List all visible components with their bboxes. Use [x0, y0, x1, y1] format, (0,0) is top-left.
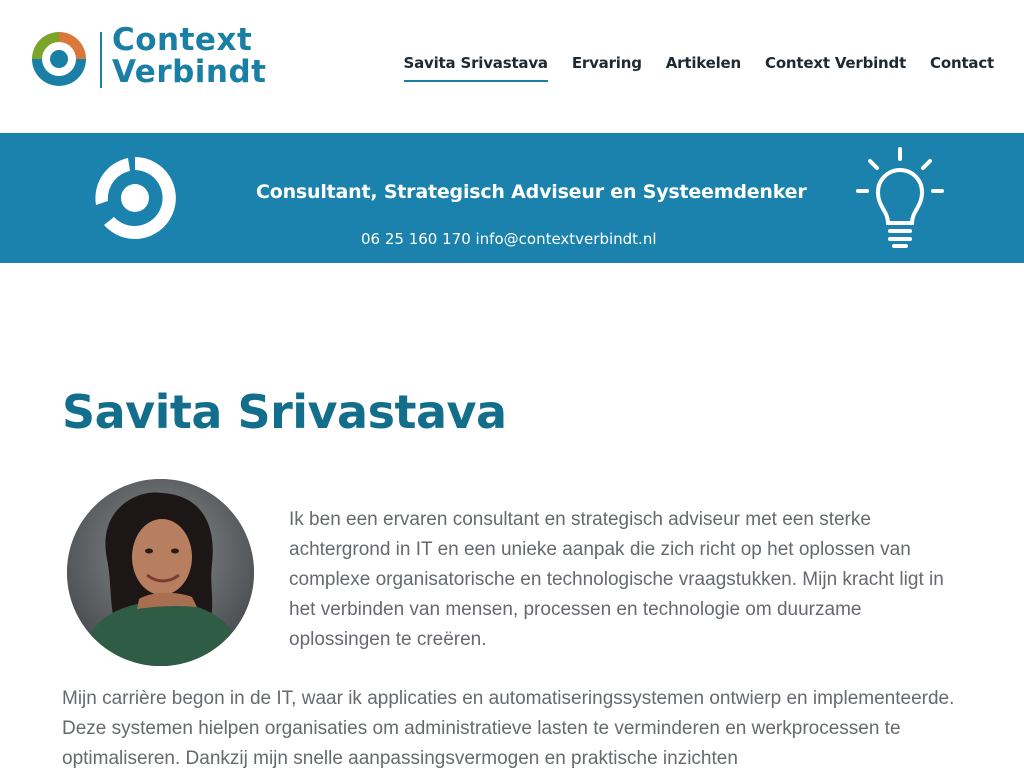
- intro-paragraph: Ik ben een ervaren consultant en strategisch adviseur met een sterke achtergrond in IT en een unieke aanpak die zich richt op het oplossen van complexe organisatorische en technologische vraagstukken. Mijn kracht ligt in het verbinden van mensen, processen en technologie om duurzame oplossingen te creëren.: [289, 509, 944, 650]
- circle-logo-icon: [28, 28, 90, 90]
- nav-item-context-verbindt[interactable]: Context Verbindt: [765, 54, 907, 72]
- banner-title: Consultant, Strategisch Adviseur en Systeemdenker: [256, 181, 807, 203]
- page-title: Savita Srivastava: [62, 385, 507, 439]
- body-paragraph: Mijn carrière begon in de IT, waar ik applicaties en automatiseringssystemen ontwierp en implementeerde. Deze systemen hielpen organisaties om administratieve lasten te verminderen en werkprocessen te optimaliseren. Dankzij mijn snelle aanpassingsvermogen en praktische inzichten: [62, 688, 955, 768]
- nav-item-artikelen[interactable]: Artikelen: [665, 54, 742, 72]
- logo-line-2: Verbindt: [112, 54, 267, 90]
- nav-item-contact[interactable]: Contact: [930, 54, 994, 72]
- main-nav: [404, 54, 994, 82]
- nav-item-savita-srivastava[interactable]: Savita Srivastava: [404, 54, 548, 82]
- avatar: [67, 479, 254, 666]
- logo-line-1: Context: [112, 22, 253, 58]
- logo-wordmark: [112, 24, 267, 88]
- lightbulb-icon: [852, 145, 948, 253]
- logo-divider: [100, 32, 102, 88]
- nav-item-ervaring[interactable]: Ervaring: [571, 54, 642, 72]
- site-header: [0, 0, 1024, 133]
- hero-banner: [0, 133, 1024, 263]
- circle-logo-white-icon: [90, 153, 180, 243]
- portrait-image: [67, 479, 254, 666]
- banner-contact: 06 25 160 170 info@contextverbindt.nl: [361, 230, 657, 248]
- site-logo[interactable]: [28, 22, 278, 92]
